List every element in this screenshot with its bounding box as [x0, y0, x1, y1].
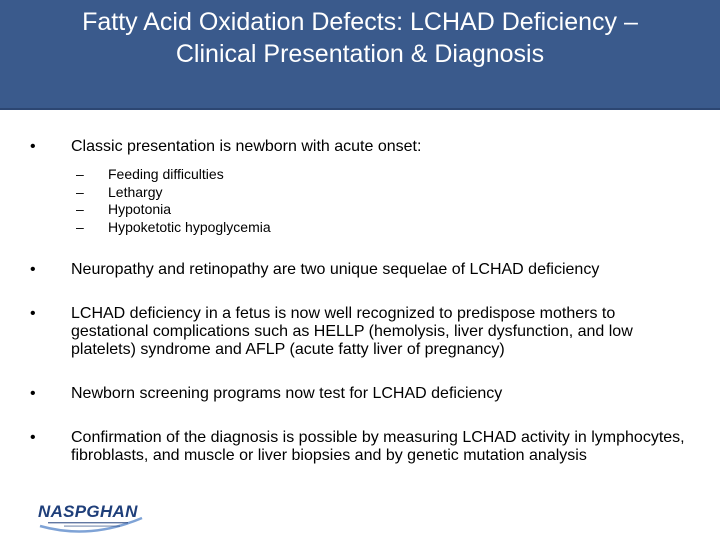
- sub-item-text: Hypotonia: [108, 201, 172, 217]
- logo-wordmark: NASPGHAN: [38, 502, 138, 521]
- bullet-glyph: •: [30, 385, 36, 402]
- bullet-text: Confirmation of the diagnosis is possible by measuring LCHAD activity in lymphocytes, fibroblasts, and muscle or liver biopsies and by genetic mutation analysis: [71, 429, 685, 464]
- bullet-item: [30, 138, 690, 156]
- sub-item: [76, 219, 690, 237]
- naspghan-logo-graphic: [34, 500, 146, 536]
- slide-title: Fatty Acid Oxidation Defects: LCHAD Deficiency – Clinical Presentation & Diagnosis: [82, 8, 638, 68]
- bullet-text: Neuropathy and retinopathy are two unique sequelae of LCHAD deficiency: [71, 261, 600, 278]
- logo-tagline-line: [64, 526, 120, 527]
- dash-glyph: –: [76, 166, 84, 182]
- bullet-text: LCHAD deficiency in a fetus is now well recognized to predispose mothers to gestational complications such as HELLP (hemolysis, liver dysfunction, and low platelets) syndrome and AFLP (acute fatty liver of pregnancy): [71, 305, 633, 358]
- sub-item-text: Lethargy: [108, 183, 163, 200]
- title-bar: [0, 0, 720, 110]
- bullet-item: [30, 385, 690, 403]
- bullet-item: [30, 429, 690, 465]
- sub-item: [76, 201, 690, 219]
- sub-item: [76, 166, 690, 184]
- logo-tagline-line: [48, 522, 128, 523]
- sub-item-text: Hypoketotic hypoglycemia: [108, 218, 271, 235]
- sub-list: [30, 166, 690, 236]
- bullet-text: Newborn screening programs now test for LCHAD deficiency: [71, 385, 503, 402]
- slide-body: [30, 138, 690, 465]
- dash-glyph: –: [76, 218, 84, 235]
- dash-glyph: –: [76, 201, 84, 217]
- bullet-item: [30, 305, 690, 359]
- naspghan-logo: [34, 500, 146, 536]
- sub-item: [76, 184, 690, 202]
- bullet-glyph: •: [30, 429, 36, 446]
- bullet-glyph: •: [30, 138, 36, 155]
- bullet-text: Classic presentation is newborn with acute onset:: [71, 138, 422, 155]
- bullet-glyph: •: [30, 305, 36, 322]
- bullet-item: [30, 261, 690, 279]
- sub-item-text: Feeding difficulties: [108, 166, 224, 182]
- bullet-glyph: •: [30, 261, 36, 278]
- dash-glyph: –: [76, 183, 84, 200]
